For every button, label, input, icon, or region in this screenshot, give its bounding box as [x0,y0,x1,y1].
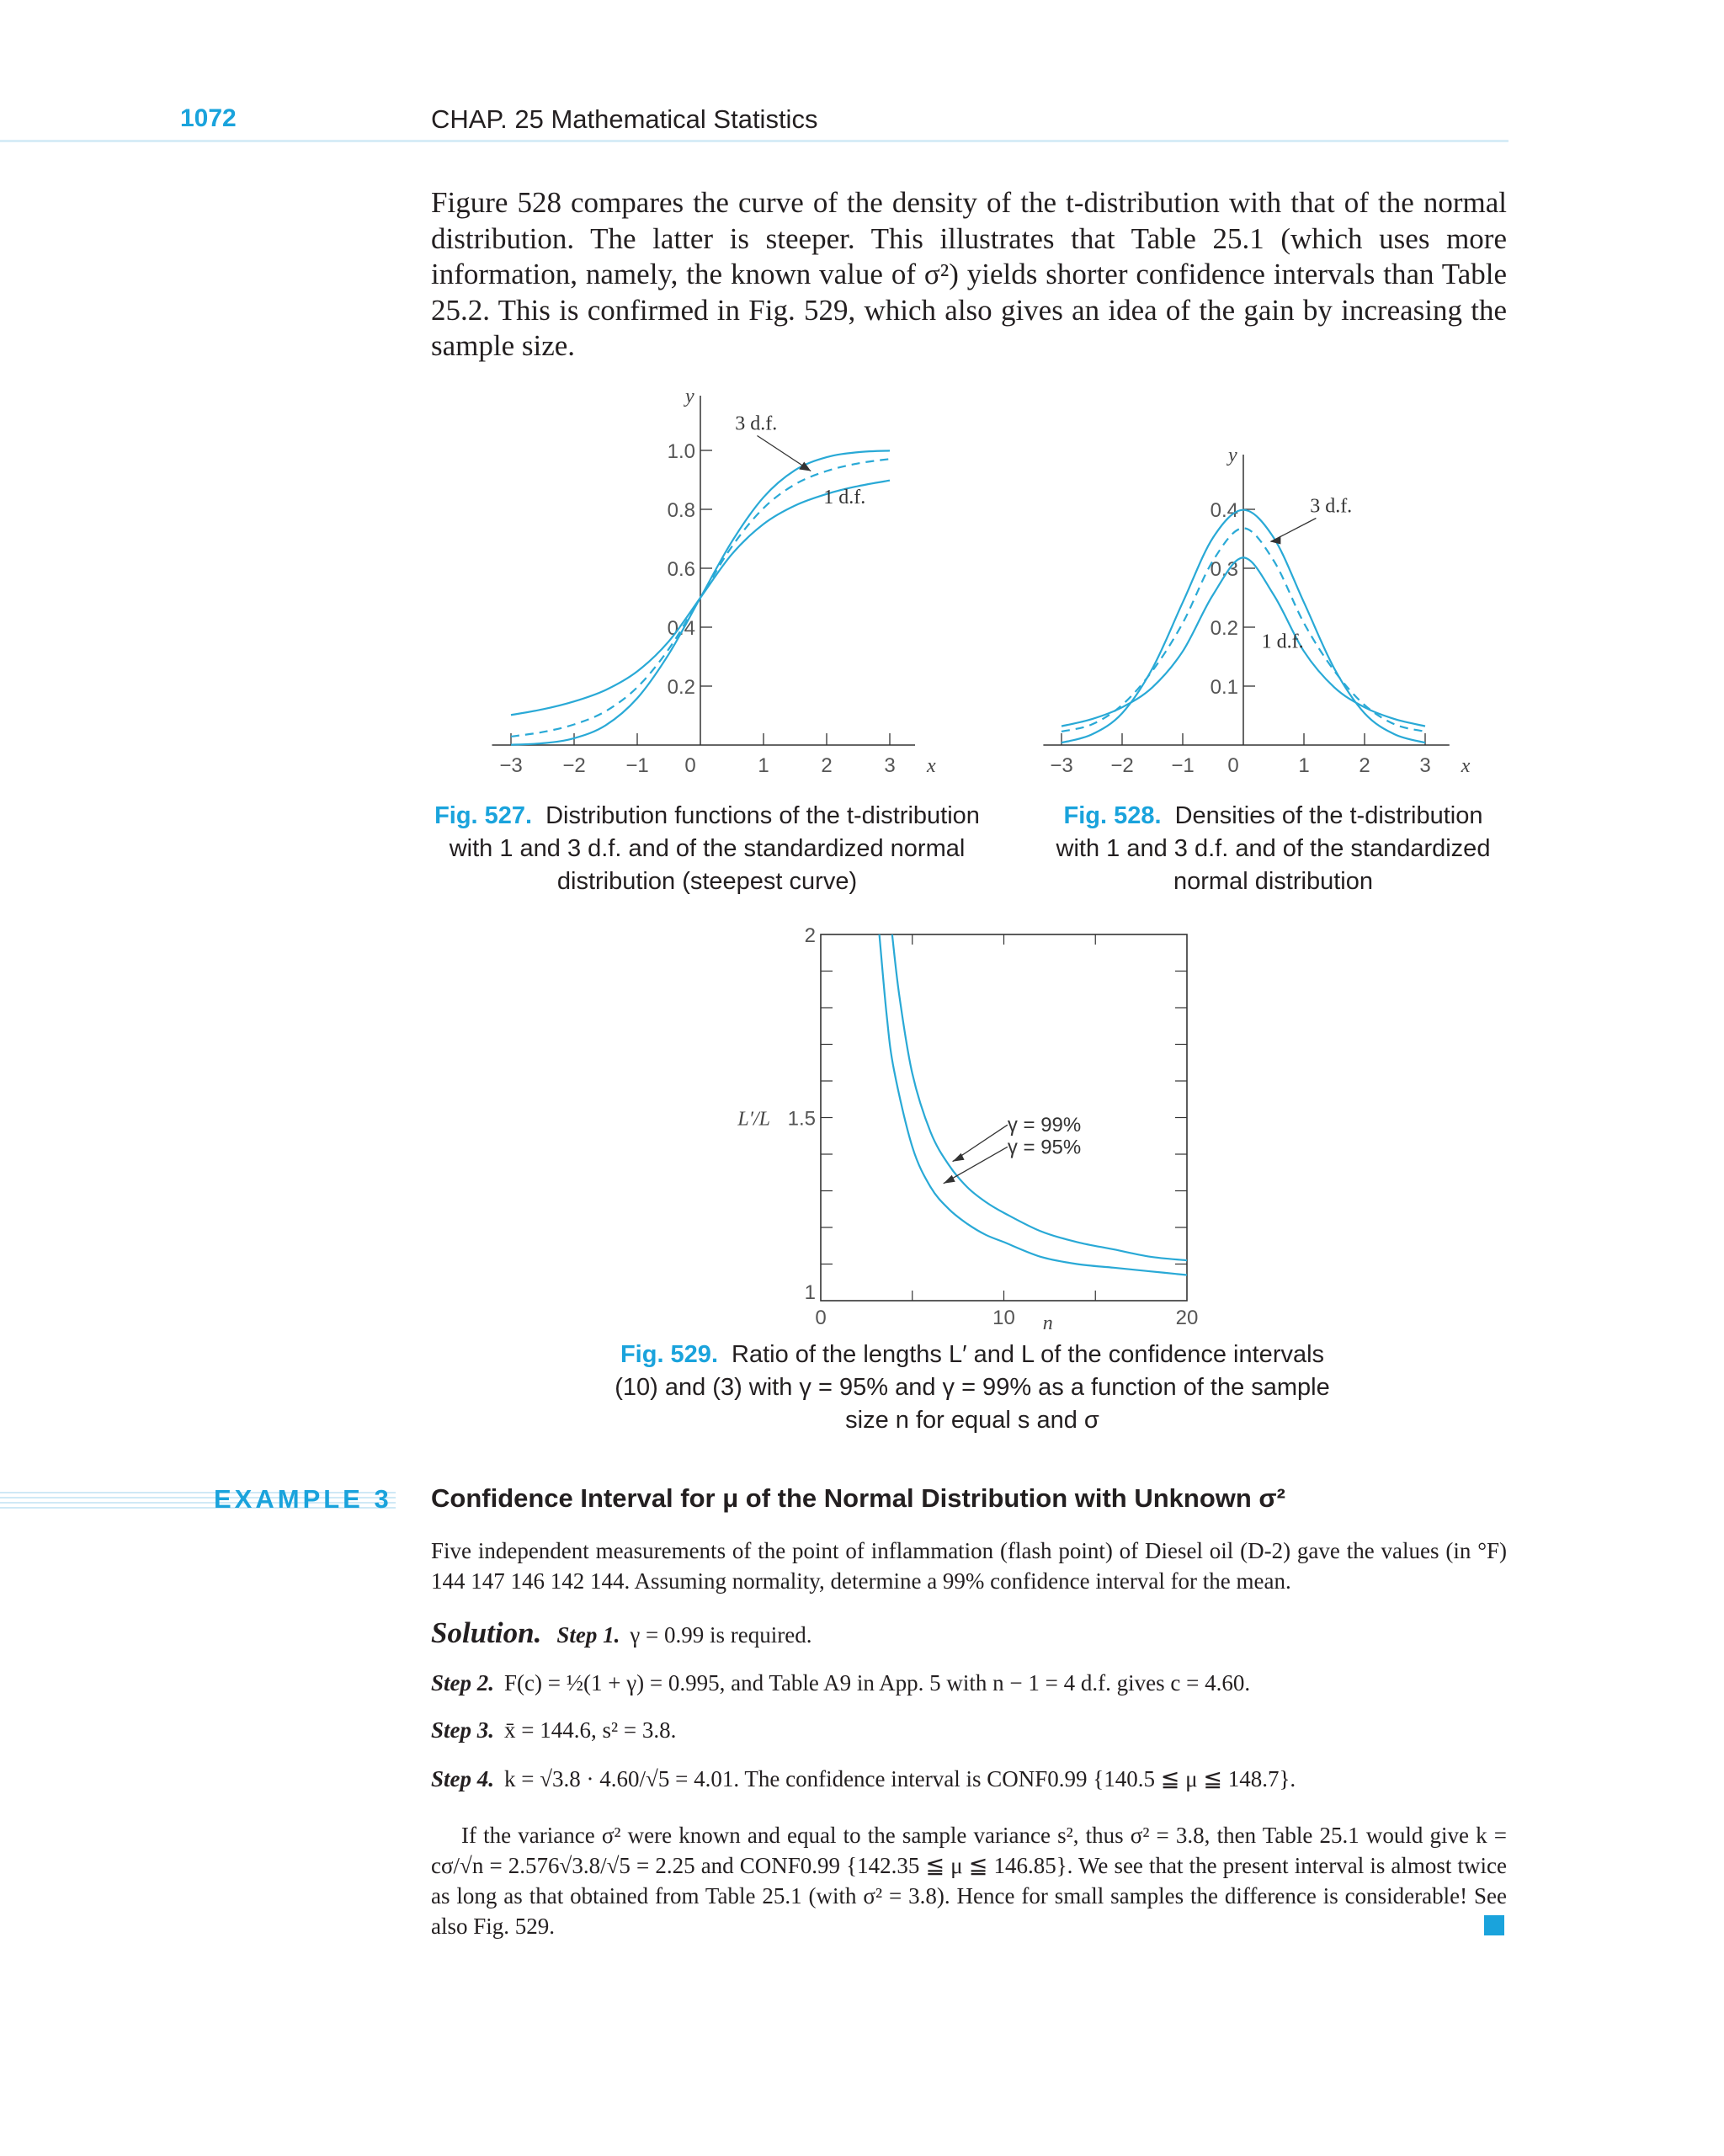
fig527-y-tick-label: 0.2 [667,676,695,699]
fig529-annotation-99: γ = 99% [1007,1114,1082,1137]
example-label: EXAMPLE 3 [214,1484,392,1514]
fig527-x-tick-label: −1 [625,754,649,777]
fig529-x-tick-label: 20 [1175,1307,1199,1329]
fig529-y-tick-label: 1 [804,1281,816,1304]
step-4-text: k = √3.8 · 4.60/√5 = 4.01. The confidence interval is CONF0.99 {140.5 ≦ μ ≦ 148.7}. [504,1766,1296,1791]
step-4-label: Step 4. [431,1766,495,1791]
fig529-frame [821,934,1187,1301]
fig529-annotation-95: γ = 95% [1007,1136,1082,1159]
fig528-annotation-3df: 3 d.f. [1310,495,1353,518]
step-2-label: Step 2. [431,1670,495,1696]
example-closing: If the variance σ² were known and equal to the sample variance s², thus σ² = 3.8, then Table 25.1 would give k = cσ/√n = 2.576√3.8/√5 = 2.25 and CONF0.99 {142.35 ≦ μ ≦ 146.85}. We see that the present interval is almost twice as long as that obtained from Table 25.1 (with σ² = 3.8). Hence for small samples the difference is considerable! See also Fig. 529. [431,1823,1507,1939]
example-title: Confidence Interval for μ of the Normal Distribution with Unknown σ² [431,1483,1285,1513]
fig-528-caption [1040,800,1507,898]
fig527-y-tick-label: 0.8 [667,499,695,522]
fig-527-caption [429,800,985,898]
fig-527-label: Fig. 527. [434,802,533,829]
fig-529-plot [724,918,1212,1334]
step-1-label: Step 1. [556,1622,620,1648]
intro-paragraph [431,185,1507,365]
fig529-x-tick-label: 0 [815,1307,827,1329]
fig527-y-tick-label: 0.4 [667,617,695,640]
fig529-y-tick-label: 1.5 [787,1107,816,1131]
fig528-x-tick-label: −1 [1171,754,1195,777]
fig-527-plot [471,387,943,783]
fig528-y-tick-label: 0.2 [1210,617,1238,640]
solution-label: Solution. [431,1616,542,1649]
fig528-y-tick-label: 0.1 [1210,676,1238,699]
fig528-annotation-1df: 1 d.f. [1261,631,1304,653]
fig-529-label: Fig. 529. [620,1341,718,1368]
fig528-arrow-head [1270,536,1280,545]
fig-528-plot [1035,438,1507,783]
fig527-y-axis-label: y [685,386,694,407]
fig527-annotation-3df: 3 d.f. [735,413,778,435]
solution-step-2 [431,1670,1250,1696]
solution-step-1 [431,1616,811,1650]
page-number: 1072 [180,104,237,132]
fig528-x-tick-label: 0 [1227,754,1239,777]
fig527-annotation-1df: 1 d.f. [823,487,866,508]
fig-528-chart [1035,438,1507,783]
fig529-y-axis-label: L′/L [737,1108,770,1131]
fig-529-chart [724,918,1212,1334]
fig-529-caption [615,1339,1330,1437]
header-rule [0,140,1508,142]
fig527-x-tick-label: 3 [884,754,896,777]
fig528-x-tick-label: −2 [1110,754,1134,777]
fig-529-caption-text: Ratio of the lengths L′ and L of the confidence intervals (10) and (3) with γ = 95% and γ = 99% as a function of the sample size n for equal s and σ [615,1341,1330,1434]
fig-528-label: Fig. 528. [1063,802,1162,829]
fig528-x-tick-label: 2 [1359,754,1370,777]
fig528-x-axis-label: x [1461,755,1471,777]
step-3-text: x̄ = 144.6, s² = 3.8. [504,1717,677,1743]
running-head: CHAP. 25 Mathematical Statistics [431,104,818,134]
fig529-arrow-head-95 [944,1175,955,1184]
end-of-example-box [1484,1915,1504,1935]
fig528-y-tick-label: 0.3 [1210,558,1238,581]
fig-528-caption-text: Densities of the t-distribution with 1 and 3 d.f. and of the standardized normal distribution [1056,802,1491,895]
fig529-series-1-line [892,934,1187,1260]
solution-step-3 [431,1717,676,1743]
fig528-x-tick-label: 3 [1419,754,1431,777]
fig528-x-tick-label: −3 [1050,754,1073,777]
fig527-y-tick-label: 1.0 [667,440,695,463]
fig529-x-axis-label: n [1042,1312,1053,1334]
fig529-series-2-line [880,934,1187,1275]
fig529-x-tick-label: 10 [992,1307,1015,1329]
fig527-x-axis-label: x [927,755,936,777]
fig-527-chart [471,387,943,783]
solution-step-4 [431,1766,1296,1792]
fig527-x-tick-label: −3 [499,754,523,777]
fig527-y-tick-label: 0.6 [667,558,695,581]
fig527-x-tick-label: 2 [821,754,833,777]
fig527-x-tick-label: −2 [562,754,586,777]
fig528-y-tick-label: 0.4 [1210,499,1238,522]
fig-527-caption-text: Distribution functions of the t-distribution with 1 and 3 d.f. and of the standardized normal distribution (steepest curve) [449,802,980,895]
step-3-label: Step 3. [431,1717,495,1743]
step-1-text: γ = 0.99 is required. [630,1622,812,1648]
fig528-y-axis-label: y [1228,445,1237,466]
example-problem: Five independent measurements of the point of inflammation (flash point) of Diesel oil (D-2) gave the values (in °F) 144 147 146 142 144. Assuming normality, determine a 99% confidence interval for the mean. [431,1538,1507,1594]
fig528-x-tick-label: 1 [1298,754,1310,777]
fig529-y-tick-label: 2 [804,924,816,947]
fig527-x-tick-label: 1 [758,754,769,777]
intro-text: Figure 528 compares the curve of the density of the t-distribution with that of the normal distribution. The latter is steeper. This illustrates that Table 25.1 (which uses more information, namely, the known value of σ²) yields shorter confidence intervals than Table 25.2. This is confirmed in Fig. 529, which also gives an idea of the gain by increasing the sample size. [431,186,1507,362]
step-2-text: F(c) = ½(1 + γ) = 0.995, and Table A9 in App. 5 with n − 1 = 4 d.f. gives c = 4.60. [504,1670,1251,1696]
fig527-x-tick-label: 0 [684,754,696,777]
